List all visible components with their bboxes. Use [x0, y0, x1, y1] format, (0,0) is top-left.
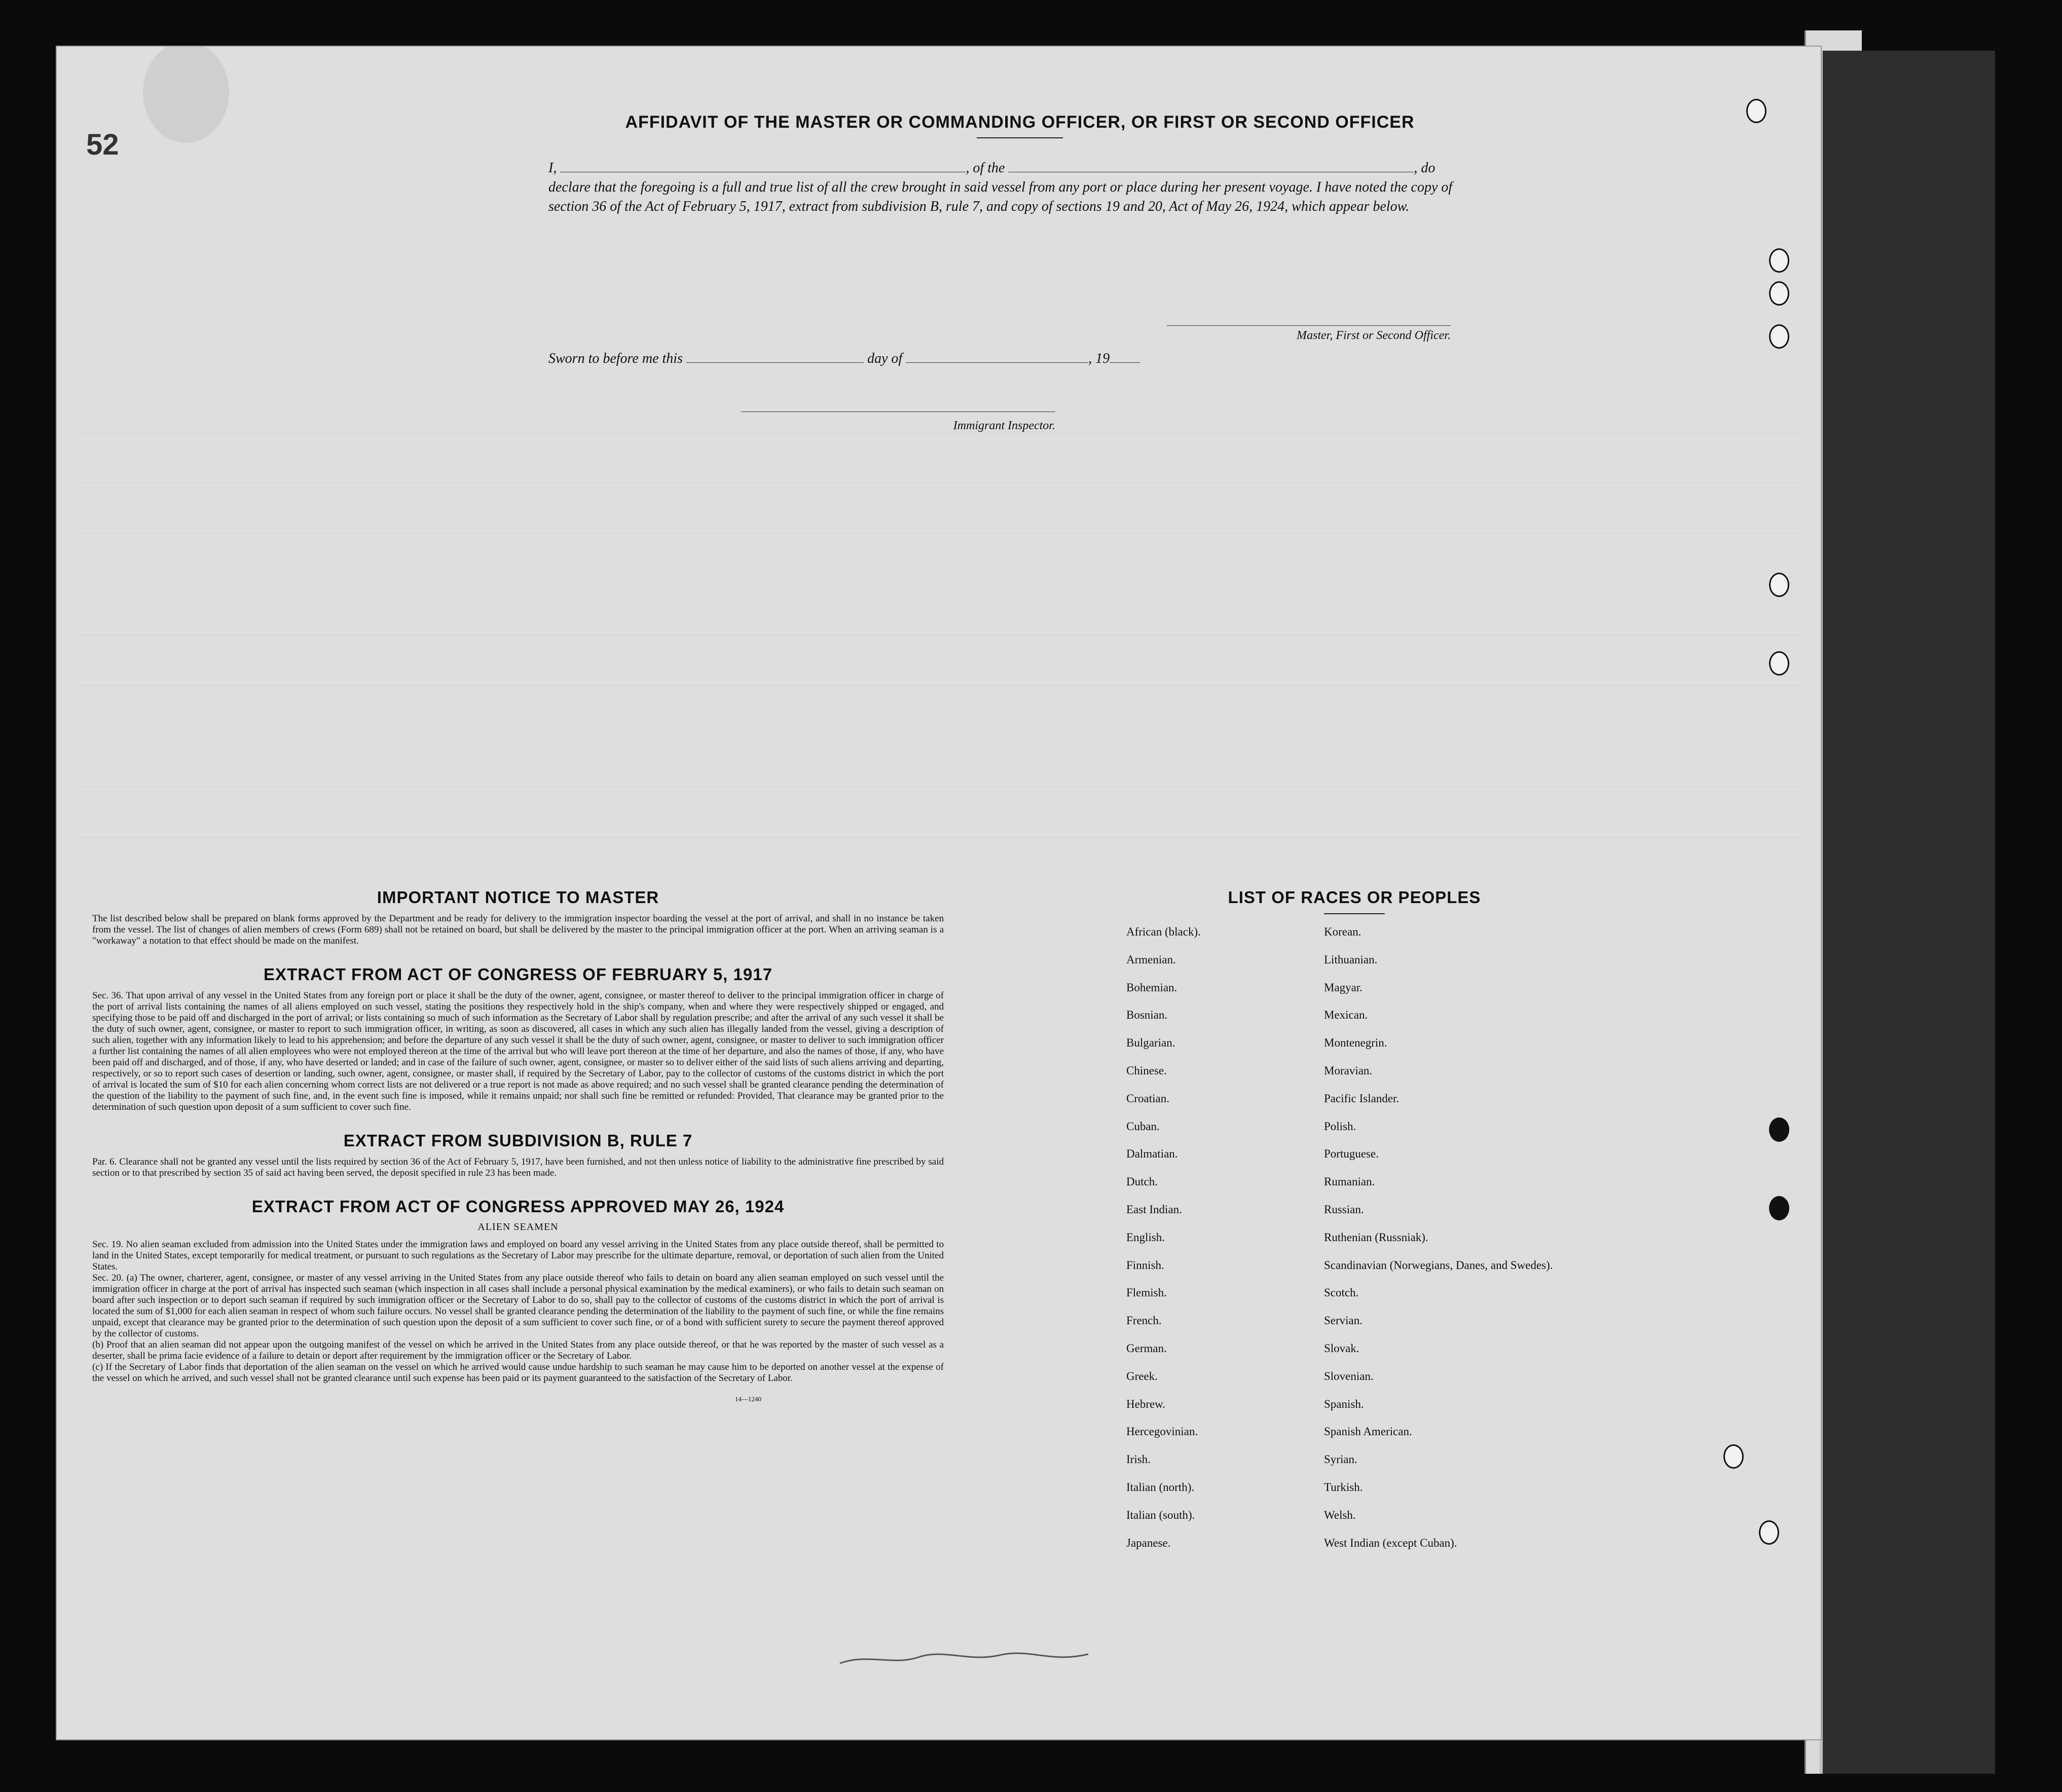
day-of-label: day of: [867, 351, 903, 366]
master-caption: Master, First or Second Officer.: [1297, 329, 1451, 342]
race-item: Mexican.: [1324, 1009, 1368, 1022]
race-item: Bohemian.: [1126, 981, 1177, 994]
punch-hole: [1769, 248, 1789, 273]
extract-rule7-text: Par. 6. Clearance shall not be granted any vessel until the lists required by section 36 of the Act of February 5, 1917, have been furnished, and not then unless notice of liability to the administrative fine prescribed by said section or to that prescribed by section 35 of said act having been served, the deposit specified in rule 23 has been made.: [92, 1156, 944, 1178]
race-item: Hebrew.: [1126, 1397, 1166, 1410]
master-signature-block: [1167, 325, 1451, 343]
race-item: Ruthenian (Russniak).: [1324, 1230, 1428, 1244]
races-list-section: [1126, 888, 1582, 1560]
race-item: Cuban.: [1126, 1119, 1160, 1133]
race-item: Spanish American.: [1324, 1425, 1412, 1438]
year-blank: [1110, 362, 1140, 363]
punch-hole: [1769, 573, 1789, 597]
punch-hole: [1769, 324, 1789, 349]
race-item: German.: [1126, 1341, 1167, 1355]
race-item: English.: [1126, 1230, 1165, 1244]
race-item: Hercegovinian.: [1126, 1425, 1198, 1438]
extract-1917-title: EXTRACT FROM ACT OF CONGRESS OF FEBRUARY 5, 1917: [264, 965, 772, 984]
divider: [977, 137, 1063, 138]
race-item: Russian.: [1324, 1203, 1364, 1216]
race-item: Irish.: [1126, 1453, 1151, 1466]
race-item: Scandinavian (Norwegians, Danes, and Swedes).: [1324, 1258, 1553, 1272]
race-item: Italian (north).: [1126, 1480, 1195, 1494]
race-item: West Indian (except Cuban).: [1324, 1536, 1457, 1549]
races-grid: [1126, 921, 1582, 1560]
affidavit-section: [538, 113, 1501, 432]
race-item: Japanese.: [1126, 1536, 1171, 1549]
punch-hole: [1723, 1444, 1744, 1469]
race-item: Welsh.: [1324, 1508, 1356, 1521]
race-item: Lithuanian.: [1324, 953, 1378, 966]
race-item: Slovenian.: [1324, 1369, 1374, 1383]
punch-hole: [1759, 1520, 1779, 1545]
race-item: Magyar.: [1324, 981, 1363, 994]
race-item: African (black).: [1126, 925, 1201, 938]
month-blank: [906, 362, 1088, 363]
punch-hole: [1769, 281, 1789, 306]
race-item: Flemish.: [1126, 1286, 1167, 1299]
race-item: French.: [1126, 1314, 1162, 1327]
divider: [1324, 913, 1385, 914]
affidavit-body: that the foregoing is a full and true list of all the crew brought in said vessel from any port or place during her present voyage. I have noted the copy of section 36 of the Act of February 5, 1917, extract from subdivision B, rule 7, and copy of sections 19 and 20, Act of May 26, 1924, which appear below.: [548, 179, 1453, 214]
race-item: Italian (south).: [1126, 1508, 1195, 1521]
extract-rule7-title: EXTRACT FROM SUBDIVISION B, RULE 7: [343, 1131, 693, 1150]
race-item: Armenian.: [1126, 953, 1176, 966]
affidavit-i: I,: [548, 160, 557, 176]
affidavit-text: [548, 159, 1471, 216]
notice-text: The list described below shall be prepared on blank forms approved by the Department and be ready for delivery to the immigration inspector boarding the vessel at the port of arrival, and shall in no instance be taken from the vessel. The list of changes of alien members of crews (Form 689) shall not be retained on board, but shall be delivered by the master to the principal immigration officer at the port. When an arriving seaman is a "workaway" a notation to that effect should be made on the manifest.: [92, 913, 944, 946]
race-item: Dalmatian.: [1126, 1147, 1178, 1161]
race-item: East Indian.: [1126, 1203, 1182, 1216]
day-blank: [686, 362, 864, 363]
extract-1917-text: Sec. 36. That upon arrival of any vessel in the United States from any foreign port or place it shall be the duty of the owner, agent, consignee, or master thereof to deliver to the principal immigration officer in charge of the port of arrival lists containing the names of all aliens employed on such vessel, stating the positions they respectively hold in the ship's company, when and where they were respectively shipped or engaged, and specifying those to be paid off and discharged in the port of arrival; or lists containing so much of such information as the Secretary of Labor shall by regulation prescribe; and after the arrival of any such vessel it shall be the duty of such owner, agent, consignee, or master to report to such immigration officer, in writing, as soon as discovered, all cases in which any such alien has illegally landed from the vessel, giving a description of such alien, together with any information likely to lead to his apprehension; and before the departure of any such vessel it shall be the duty of such owner, agent, consignee, or master to deliver to such immigration officer a further list containing the names of all alien employees who were not employed thereon at the time of the arrival but who will leave port thereon at the time of her departure, and also the names of those, if any, who have been paid off and discharged, and of those, if any, who have deserted or landed; and in case of the failure of such owner, agent, consignee, or master so to deliver either of the said lists of such aliens arriving and departing, respectively, or so to report such cases of desertion or landing, such owner, agent, consignee, or master shall, if required by the Secretary of Labor, pay to the collector of customs of the customs district in which the port of arrival is located the sum of $10 for each alien concerning whom correct lists are not delivered or a true report is not made as above required; and no such vessel shall be granted clearance pending the determination of the question of the liability to the payment of such fine, and, in the event such fine is imposed, while it remains unpaid; nor shall such fine be remitted or refunded: Provided, That clearance may be granted prior to the determination of such question upon deposit of a sum sufficient to cover such fine.: [92, 990, 944, 1112]
sworn-line: [548, 351, 1512, 367]
legal-extracts-column: [92, 888, 944, 1403]
form-number: 14—1240: [735, 1395, 761, 1403]
race-item: Polish.: [1324, 1119, 1356, 1133]
race-item: Scotch.: [1324, 1286, 1359, 1299]
alien-seamen-subhead: ALIEN SEAMEN: [477, 1221, 559, 1233]
races-title: LIST OF RACES OR PEOPLES: [1228, 888, 1481, 907]
race-item: Pacific Islander.: [1324, 1092, 1400, 1105]
race-item: Bosnian.: [1126, 1009, 1168, 1022]
race-item: Spanish.: [1324, 1397, 1364, 1410]
race-item: Bulgarian.: [1126, 1036, 1175, 1050]
handwritten-scribble: [837, 1648, 1091, 1668]
race-item: Croatian.: [1126, 1092, 1169, 1105]
sec20b-text: (b) Proof that an alien seaman did not appear upon the outgoing manifest of the vessel on which he arrived in the United States from any place outside thereof, or that he was reported by the master of such vessel as a deserter, shall be prima facie evidence of a failure to detain or deport after requirement by the immigration officer or the Secretary of Labor.: [92, 1339, 944, 1361]
punch-hole: [1746, 99, 1766, 123]
punch-hole: [1769, 1117, 1789, 1142]
race-item: Rumanian.: [1324, 1175, 1375, 1188]
sworn-label: Sworn to before me this: [548, 351, 683, 366]
affidavit-title: AFFIDAVIT OF THE MASTER OR COMMANDING OFFICER, OR FIRST OR SECOND OFFICER: [625, 113, 1415, 132]
race-item: Slovak.: [1324, 1341, 1359, 1355]
race-item: Syrian.: [1324, 1453, 1357, 1466]
race-item: Servian.: [1324, 1314, 1363, 1327]
extract-1924-title: EXTRACT FROM ACT OF CONGRESS APPROVED MAY 26, 1924: [251, 1197, 785, 1216]
inspector-caption: Immigrant Inspector.: [953, 419, 1055, 432]
race-item: Greek.: [1126, 1369, 1158, 1383]
back-sheet-shadow: [1820, 51, 1995, 1774]
notice-title: IMPORTANT NOTICE TO MASTER: [377, 888, 659, 907]
punch-hole: [1769, 651, 1789, 676]
race-item: Chinese.: [1126, 1064, 1167, 1077]
year-label: , 19: [1088, 351, 1110, 366]
affidavit-of-the: , of the: [966, 160, 1005, 176]
sec20c-text: (c) If the Secretary of Labor finds that deportation of the alien seaman on the vessel on which he arrived would cause undue hardship to such seaman he may cause him to be deported on another vessel at the expense of the vessel on which he arrived, and such vessel shall not be granted clearance until such expense has been paid or its payment guaranteed to the satisfaction of the Secretary of Labor.: [92, 1362, 944, 1384]
sec20a-text: Sec. 20. (a) The owner, charterer, agent, consignee, or master of any vessel arriving in the United States from any place outside thereof who fails to detain on board any alien seaman employed on such vessel until the immigration officer in charge at the port of arrival has inspected such seaman (which inspection in all cases shall include a personal physical examination by the medical examiners), or who fails to detain such seaman on board after such inspection or to deport such seaman if required by such immigration officer or the Secretary of Labor to do so, shall pay to the collector of customs of the customs district in which the port of arrival is located the sum of $1,000 for each alien seaman in respect of whom such failure occurs. No vessel shall be granted clearance pending the determination of the liability to the payment of such fine, or while the fine remains unpaid, except that clearance may be granted prior to the determination of such question upon the deposit of a sum sufficient to cover such fine, or of a bond with sufficient surety to secure the payment thereof approved by the collector of customs.: [92, 1273, 944, 1339]
sec19-text: Sec. 19. No alien seaman excluded from admission into the United States under the immigration laws and employed on board any vessel arriving in the United States from any place outside thereof, shall be permitted to land in the United States, except temporarily for medical treatment, or pursuant to such regulations as the Secretary of Labor may prescribe for the ultimate departure, removal, or deportation of such alien from the United States.: [92, 1239, 944, 1272]
race-item: Finnish.: [1126, 1258, 1164, 1272]
punch-hole: [1769, 1196, 1789, 1220]
affidavit-declare: , do declare: [548, 160, 1435, 195]
document-page: [56, 46, 1822, 1740]
signature-line: [1167, 325, 1451, 326]
race-item: Portuguese.: [1324, 1147, 1379, 1161]
race-item: Dutch.: [1126, 1175, 1158, 1188]
race-item: Turkish.: [1324, 1480, 1363, 1494]
inspector-signature-block: [701, 412, 1055, 433]
race-item: Korean.: [1324, 925, 1361, 938]
race-item: Montenegrin.: [1324, 1036, 1387, 1050]
stamp-mark: [143, 46, 229, 143]
page-number: 52: [86, 128, 119, 161]
race-item: Moravian.: [1324, 1064, 1373, 1077]
